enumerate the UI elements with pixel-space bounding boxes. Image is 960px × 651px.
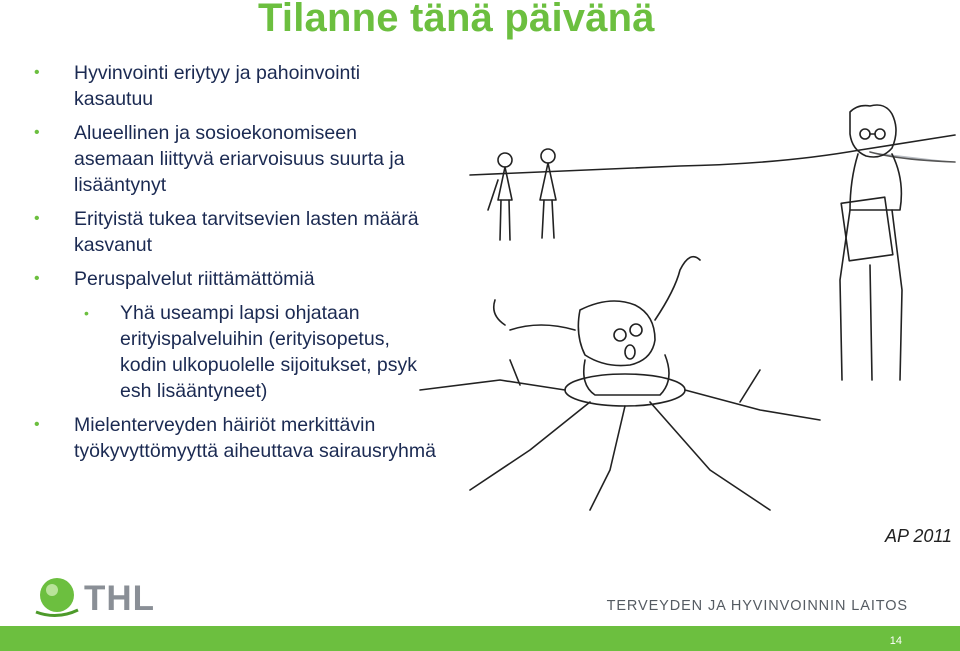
bullet-item: • Mielenterveyden häiriöt merkittävin työkyvyttömyyttä aiheuttava sairausryhmä — [28, 412, 438, 464]
organization-name: TERVEYDEN JA HYVINVOINNIN LAITOS — [606, 598, 908, 614]
ice-sketch-illustration — [380, 90, 960, 550]
slide-title: Tilanne tänä päivänä — [258, 0, 655, 40]
bullet-item: • Peruspalvelut riittämättömiä — [28, 266, 438, 292]
artist-signature: AP 2011 — [885, 526, 953, 546]
footer-bar — [0, 626, 960, 651]
page-number: 14 — [889, 635, 902, 647]
bullet-item: • Erityistä tukea tarvitsevien lasten määrä kasvanut — [28, 206, 438, 258]
sub-bullet-item: • Yhä useampi lapsi ohjataan erityispalveluihin (erityisopetus, kodin ulkopuolelle sijoitukset, psyk esh lisääntyneet) — [28, 300, 438, 404]
bullet-item: • Alueellinen ja sosioekonomiseen asemaan liittyvä eriarvoisuus suurta ja lisääntynyt — [28, 120, 438, 198]
logo-wordmark: THL — [84, 579, 156, 618]
bullet-item: • Hyvinvointi eriytyy ja pahoinvointi kasautuu — [28, 60, 438, 112]
bullet-list — [28, 60, 438, 472]
